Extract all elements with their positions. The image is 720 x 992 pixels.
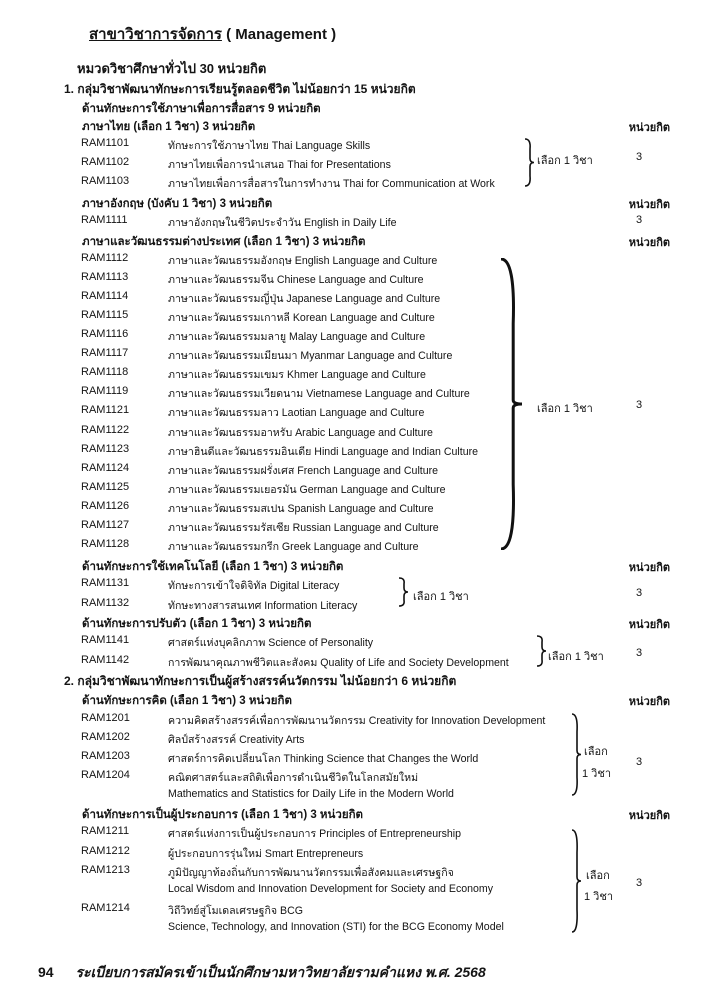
entre-choose-count: 1 วิชา bbox=[584, 891, 613, 903]
course-name-english: Science, Technology, and Innovation (STI) for the BCG Economy Model bbox=[168, 921, 504, 933]
course-name: ภาษาและวัฒนธรรมเมียนมา Myanmar Language and Culture bbox=[168, 350, 453, 362]
tech-credit: 3 bbox=[636, 587, 643, 599]
tech-choose-label: เลือก 1 วิชา bbox=[413, 591, 469, 603]
section-1-subheading: ด้านทักษะการใช้ภาษาเพื่อการสื่อสาร 9 หน่วยกิต bbox=[82, 103, 321, 115]
thinking-unit-label: หน่วยกิต bbox=[628, 696, 670, 708]
course-code: RAM1131 bbox=[81, 577, 130, 589]
thinking-credit: 3 bbox=[636, 756, 643, 768]
course-code: RAM1113 bbox=[81, 271, 129, 283]
course-name: ภาษาและวัฒนธรรมจีน Chinese Language and Culture bbox=[168, 274, 424, 286]
course-name: ภาษาไทยเพื่อการนำเสนอ Thai for Presentations bbox=[168, 159, 391, 171]
course-name: ภาษาและวัฒนธรรมรัสเซีย Russian Language and Culture bbox=[168, 522, 439, 534]
entre-unit-label: หน่วยกิต bbox=[628, 810, 670, 822]
title-sub: ( Management ) bbox=[226, 26, 337, 43]
title-main: สาขาวิชาการจัดการ bbox=[89, 26, 222, 43]
english-unit-label: หน่วยกิต bbox=[628, 199, 670, 211]
course-code: RAM1141 bbox=[81, 634, 130, 646]
course-name: ศาสตร์การคิดเปลี่ยนโลก Thinking Science that Changes the World bbox=[168, 753, 479, 765]
thai-choose-label: เลือก 1 วิชา bbox=[537, 155, 593, 167]
course-code: RAM1117 bbox=[81, 347, 129, 359]
adapt-choose-label: เลือก 1 วิชา bbox=[548, 651, 604, 663]
entre-group-header: ด้านทักษะการเป็นผู้ประกอบการ (เลือก 1 วิชา) 3 หน่วยกิต bbox=[82, 809, 363, 821]
course-name: ทักษะทางสารสนเทศ Information Literacy bbox=[168, 600, 358, 612]
course-code: RAM1116 bbox=[81, 328, 129, 340]
course-name: คณิตศาสตร์และสถิติเพื่อการดำเนินชีวิตในโลกสมัยใหม่ bbox=[168, 772, 419, 784]
tech-brace bbox=[398, 577, 410, 607]
course-code: RAM1125 bbox=[81, 481, 130, 493]
course-name: ภาษาฮินดีและวัฒนธรรมอินเดีย Hindi Language and Indian Culture bbox=[168, 446, 479, 458]
course-name: ภูมิปัญญาท้องถิ่นกับการพัฒนานวัตกรรมเพื่อสังคมและเศรษฐกิจ bbox=[168, 867, 454, 879]
page-number: 94 bbox=[38, 964, 54, 980]
course-name: ภาษาและวัฒนธรรมลาว Laotian Language and Culture bbox=[168, 407, 425, 419]
course-name: ภาษาและวัฒนธรรมญี่ปุ่น Japanese Language and Culture bbox=[168, 293, 441, 305]
footer-text: ระเบียบการสมัครเข้าเป็นนักศึกษามหาวิทยาลัยรามคำแหง พ.ศ. 2568 bbox=[75, 964, 486, 980]
course-code: RAM1122 bbox=[81, 424, 130, 436]
course-name: วิถีวิทย์สู่โมเดลเศรษฐกิจ BCG bbox=[168, 905, 304, 917]
course-name-english: Mathematics and Statistics for Daily Life in the Modern World bbox=[168, 788, 454, 800]
category-heading: หมวดวิชาศึกษาทั่วไป 30 หน่วยกิต bbox=[77, 61, 267, 76]
entre-choose-label: เลือก bbox=[586, 870, 610, 882]
course-name: ศาสตร์แห่งบุคลิกภาพ Science of Personality bbox=[168, 637, 374, 649]
course-name: ผู้ประกอบการรุ่นใหม่ Smart Entrepreneurs bbox=[168, 848, 364, 860]
english-credit: 3 bbox=[636, 214, 643, 226]
page-footer bbox=[38, 962, 486, 984]
course-name: ภาษาอังกฤษในชีวิตประจำวัน English in Daily Life bbox=[168, 217, 397, 229]
course-code: RAM1128 bbox=[81, 538, 130, 550]
foreign-group-header: ภาษาและวัฒนธรรมต่างประเทศ (เลือก 1 วิชา) 3 หน่วยกิต bbox=[82, 236, 366, 248]
thinking-brace bbox=[571, 713, 583, 796]
course-name: การพัฒนาคุณภาพชีวิตและสังคม Quality of Life and Society Development bbox=[168, 657, 509, 669]
course-code: RAM1203 bbox=[81, 750, 130, 762]
course-name: ภาษาและวัฒนธรรมเวียดนาม Vietnamese Language and Culture bbox=[168, 388, 470, 400]
course-name: ภาษาและวัฒนธรรมมลายู Malay Language and Culture bbox=[168, 331, 426, 343]
course-code: RAM1101 bbox=[81, 137, 130, 149]
course-code: RAM1213 bbox=[81, 864, 130, 876]
course-name: ภาษาและวัฒนธรรมสเปน Spanish Language and Culture bbox=[168, 503, 434, 515]
section-2-heading: 2. กลุ่มวิชาพัฒนาทักษะการเป็นผู้สร้างสรรค์นวัตกรรม ไม่น้อยกว่า 6 หน่วยกิต bbox=[64, 674, 457, 688]
course-name: ภาษาและวัฒนธรรมเยอรมัน German Language and Culture bbox=[168, 484, 446, 496]
thai-credit: 3 bbox=[636, 151, 643, 163]
course-code: RAM1111 bbox=[81, 214, 128, 226]
course-code: RAM1112 bbox=[81, 252, 129, 264]
course-name: ภาษาและวัฒนธรรมฝรั่งเศส French Language and Culture bbox=[168, 465, 439, 477]
course-code: RAM1126 bbox=[81, 500, 130, 512]
course-name: ความคิดสร้างสรรค์เพื่อการพัฒนานวัตกรรม Creativity for Innovation Development bbox=[168, 715, 546, 727]
course-name: ศาสตร์แห่งการเป็นผู้ประกอบการ Principles of Entrepreneurship bbox=[168, 828, 462, 840]
foreign-unit-label: หน่วยกิต bbox=[628, 237, 670, 249]
course-code: RAM1118 bbox=[81, 366, 129, 378]
course-name: ภาษาไทยเพื่อการสื่อสารในการทำงาน Thai for Communication at Work bbox=[168, 178, 495, 190]
course-code: RAM1127 bbox=[81, 519, 130, 531]
section-1-heading: 1. กลุ่มวิชาพัฒนาทักษะการเรียนรู้ตลอดชีวิต ไม่น้อยกว่า 15 หน่วยกิต bbox=[64, 82, 416, 96]
course-code: RAM1114 bbox=[81, 290, 129, 302]
adapt-unit-label: หน่วยกิต bbox=[628, 619, 670, 631]
course-code: RAM1201 bbox=[81, 712, 130, 724]
adapt-credit: 3 bbox=[636, 647, 643, 659]
course-name: ภาษาและวัฒนธรรมอังกฤษ English Language and Culture bbox=[168, 255, 438, 267]
course-name: ทักษะการเข้าใจดิจิทัล Digital Literacy bbox=[168, 580, 340, 592]
course-name: ศิลป์สร้างสรรค์ Creativity Arts bbox=[168, 734, 305, 746]
course-name: ภาษาและวัฒนธรรมกรีก Greek Language and Culture bbox=[168, 541, 419, 553]
course-code: RAM1123 bbox=[81, 443, 130, 455]
course-code: RAM1132 bbox=[81, 597, 130, 609]
course-code: RAM1142 bbox=[81, 654, 130, 666]
course-code: RAM1202 bbox=[81, 731, 130, 743]
adapt-brace bbox=[536, 635, 548, 667]
course-name-english: Local Wisdom and Innovation Development for Society and Economy bbox=[168, 883, 494, 895]
course-name: ทักษะการใช้ภาษาไทย Thai Language Skills bbox=[168, 140, 371, 152]
course-code: RAM1103 bbox=[81, 175, 130, 187]
thai-brace bbox=[524, 138, 536, 187]
course-code: RAM1204 bbox=[81, 769, 130, 781]
tech-group-header: ด้านทักษะการใช้เทคโนโลยี (เลือก 1 วิชา) 3 หน่วยกิต bbox=[82, 561, 344, 573]
foreign-credit: 3 bbox=[636, 399, 643, 411]
course-name: ภาษาและวัฒนธรรมเขมร Khmer Language and Culture bbox=[168, 369, 426, 381]
course-code: RAM1121 bbox=[81, 404, 130, 416]
course-name: ภาษาและวัฒนธรรมอาหรับ Arabic Language and Culture bbox=[168, 427, 433, 439]
course-code: RAM1102 bbox=[81, 156, 130, 168]
thai-unit-label: หน่วยกิต bbox=[628, 122, 670, 134]
thinking-choose-label: เลือก bbox=[584, 746, 608, 758]
entre-brace bbox=[571, 829, 583, 933]
thinking-choose-count: 1 วิชา bbox=[582, 768, 611, 780]
course-code: RAM1115 bbox=[81, 309, 129, 321]
course-code: RAM1214 bbox=[81, 902, 130, 914]
thinking-group-header: ด้านทักษะการคิด (เลือก 1 วิชา) 3 หน่วยกิต bbox=[82, 695, 292, 707]
foreign-choose-label: เลือก 1 วิชา bbox=[537, 403, 593, 415]
page-title bbox=[89, 22, 336, 46]
foreign-brace bbox=[500, 258, 524, 550]
adapt-group-header: ด้านทักษะการปรับตัว (เลือก 1 วิชา) 3 หน่วยกิต bbox=[82, 618, 312, 630]
tech-unit-label: หน่วยกิต bbox=[628, 562, 670, 574]
course-name: ภาษาและวัฒนธรรมเกาหลี Korean Language and Culture bbox=[168, 312, 435, 324]
course-code: RAM1119 bbox=[81, 385, 129, 397]
course-code: RAM1212 bbox=[81, 845, 130, 857]
english-group-header: ภาษาอังกฤษ (บังคับ 1 วิชา) 3 หน่วยกิต bbox=[82, 198, 273, 210]
course-code: RAM1211 bbox=[81, 825, 130, 837]
thai-group-header: ภาษาไทย (เลือก 1 วิชา) 3 หน่วยกิต bbox=[82, 121, 256, 133]
course-code: RAM1124 bbox=[81, 462, 130, 474]
entre-credit: 3 bbox=[636, 877, 643, 889]
